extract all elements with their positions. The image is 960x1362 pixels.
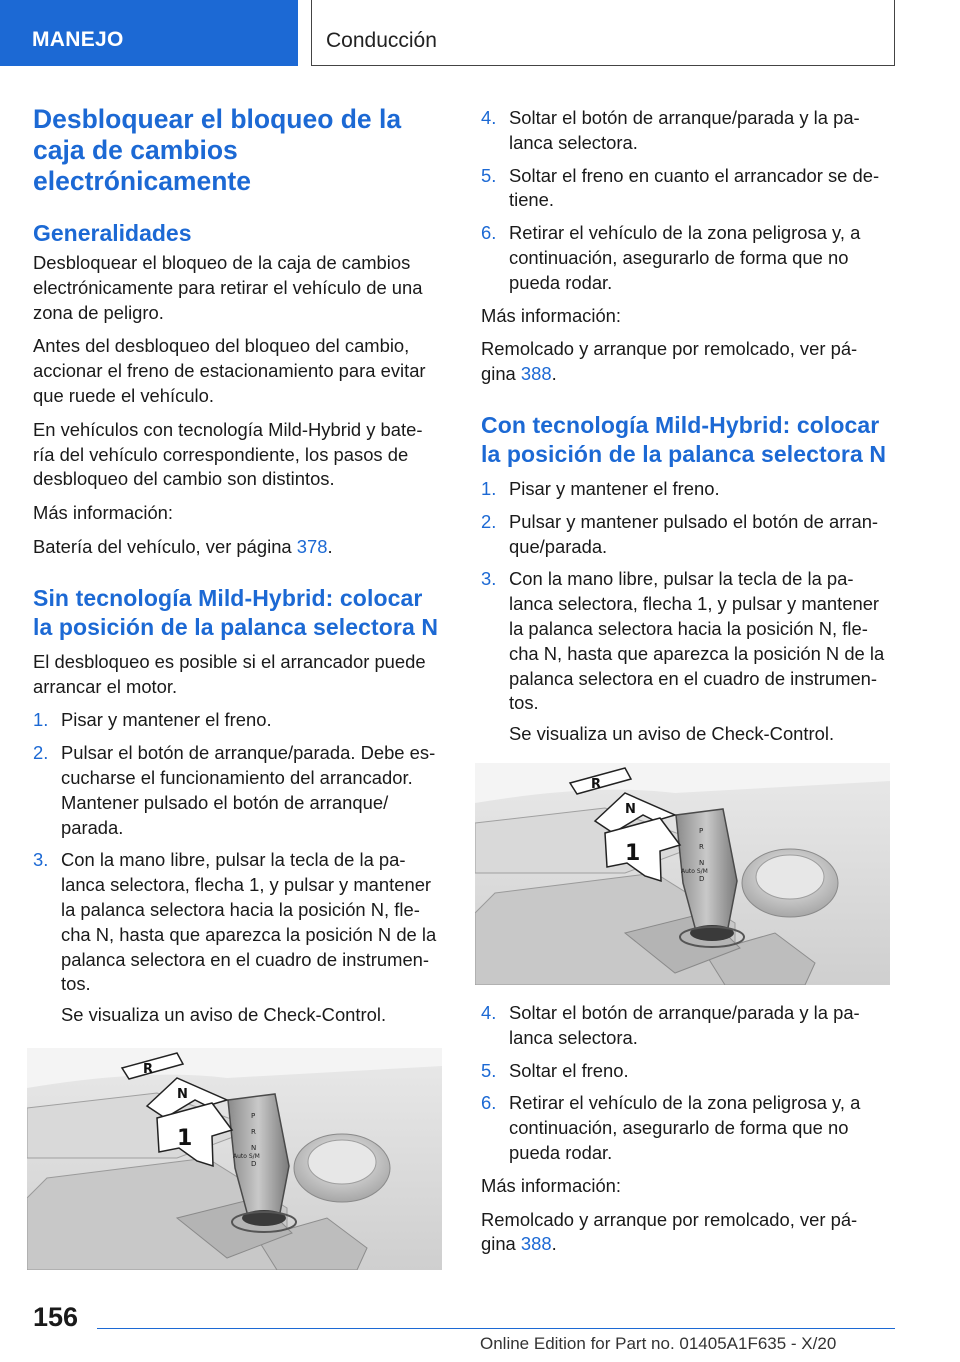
check-control-note: Se visualiza un aviso de Check-Control.	[61, 1004, 387, 1026]
more-info-label: Más información:	[481, 1174, 622, 1196]
page-title: Desbloquear el bloqueo de la caja de cambios electrónicamente	[33, 104, 402, 196]
battery-page-link[interactable]: 378	[296, 535, 328, 557]
page-number: 156	[33, 1302, 79, 1332]
battery-reference-text: Batería del vehículo, ver página	[33, 535, 297, 557]
step-number: 4.	[481, 1001, 497, 1023]
step-text: Pulsar y mantener pulsado el botón de arran- que/parada.	[509, 510, 879, 557]
gear-auto-label: Auto S/M	[233, 1152, 260, 1160]
towing-reference-end: .	[551, 1233, 557, 1255]
arrow-r-label: R	[143, 1061, 154, 1077]
with-mild-hybrid-heading: Con tecnología Mild-Hybrid: colocar la posición de la palanca selectora N	[481, 411, 887, 467]
gear-r-label: R	[251, 1127, 256, 1136]
gear-selector-illustration	[27, 1048, 442, 1270]
towing-reference	[481, 337, 893, 387]
chapter-tab	[311, 0, 895, 66]
gear-selector-illustration	[475, 763, 890, 985]
arrow-n-label: N	[177, 1086, 188, 1102]
gear-n-label: N	[699, 858, 705, 867]
gear-p-label: P	[699, 826, 704, 835]
arrow-1-label: 1	[177, 1125, 193, 1151]
towing-page-link[interactable]: 388	[520, 1233, 552, 1255]
step-text: Pulsar el botón de arranque/parada. Debe es- cucharse el funcionamiento del arrancador. Mantener pulsado el botón de arranque/ parada.	[61, 742, 436, 838]
step-number: 1.	[481, 477, 497, 499]
towing-reference	[481, 1208, 893, 1258]
step-text: Con la mano libre, pulsar la tecla de la pa- lanca selectora, flecha 1, y pulsar y mantener la palanca selectora hacia la posición N, fle- cha N, hasta que aparezca la posición N de la palanca selectora en el cuadro de instrumen- tos.	[61, 849, 437, 995]
gear-d-label: D	[699, 874, 705, 883]
gear-auto-label: Auto S/M	[681, 867, 708, 875]
battery-reference-end: .	[327, 535, 333, 557]
list-item	[481, 567, 893, 716]
list-item	[481, 1091, 893, 1165]
arrow-1-label: 1	[625, 840, 641, 866]
more-info-label: Más información:	[33, 502, 174, 524]
list-item	[33, 848, 445, 997]
footer-divider	[97, 1328, 895, 1329]
arrow-n-label: N	[625, 801, 636, 817]
right-column	[481, 100, 893, 1266]
gear-d-label: D	[251, 1159, 257, 1168]
step-number: 5.	[481, 164, 497, 186]
step-text: Soltar el botón de arranque/parada y la pa- lanca selectora.	[509, 107, 860, 153]
with-steps-continued	[481, 1001, 893, 1166]
general-paragraph-3: En vehículos con tecnología Mild-Hybrid y bate- ría del vehículo correspondiente, los pasos de desbloqueo del cambio son distintos.	[33, 418, 423, 490]
general-paragraph-1: Desbloquear el bloqueo de la caja de cambios electrónicamente para retirar el vehículo de una zona de peligro.	[33, 252, 423, 323]
left-column	[33, 100, 445, 1270]
step-text: Soltar el freno en cuanto el arrancador se de- tiene.	[509, 164, 880, 211]
step-number: 2.	[33, 742, 49, 764]
gear-p-label: P	[251, 1111, 256, 1120]
step-text: Pisar y mantener el freno.	[509, 477, 720, 499]
list-item	[481, 1001, 893, 1051]
step-number: 6.	[481, 1092, 497, 1114]
step-text: Soltar el freno.	[509, 1059, 629, 1081]
list-item	[33, 708, 445, 733]
towing-reference-end: .	[551, 363, 557, 385]
towing-page-link[interactable]: 388	[520, 363, 552, 385]
step-text: Retirar el vehículo de la zona peligrosa y, a continuación, asegurarlo de forma que no pueda rodar.	[509, 1092, 861, 1163]
with-steps-list	[481, 477, 893, 716]
step-number: 2.	[481, 510, 497, 532]
gear-selector-drawing	[27, 1048, 442, 1270]
arrow-r-label: R	[591, 776, 602, 792]
step-number: 4.	[481, 107, 497, 128]
step-text: Retirar el vehículo de la zona peligrosa y, a continuación, asegurarlo de forma que no pueda rodar.	[509, 222, 861, 293]
list-item	[481, 106, 893, 156]
step-text: Con la mano libre, pulsar la tecla de la pa- lanca selectora, flecha 1, y pulsar y mantener la palanca selectora hacia la posición N, fle- cha N, hasta que aparezca la posición N de la palanca selectora en el cuadro de instrumen- tos.	[509, 568, 885, 714]
step-text: Soltar el botón de arranque/parada y la pa- lanca selectora.	[509, 1001, 860, 1048]
step-number: 3.	[481, 568, 497, 590]
battery-reference	[33, 535, 445, 560]
list-item	[481, 510, 893, 560]
without-steps-continued	[481, 106, 893, 296]
general-heading: Generalidades	[33, 220, 192, 246]
list-item	[481, 1059, 893, 1084]
chapter-label: Conducción	[326, 29, 437, 52]
without-steps-list	[33, 708, 445, 997]
list-item	[481, 477, 893, 502]
without-mild-hybrid-heading: Sin tecnología Mild-Hybrid: colocar la posición de la palanca selectora N	[33, 584, 439, 640]
step-number: 3.	[33, 849, 49, 871]
list-item	[481, 221, 893, 295]
more-info-label: Más información:	[481, 304, 622, 326]
list-item	[33, 741, 445, 840]
step-text: Pisar y mantener el freno.	[61, 709, 272, 731]
section-label: MANEJO	[32, 28, 124, 51]
step-number: 6.	[481, 222, 497, 244]
towing-reference-text: Remolcado y arranque por remolcado, ver pá- gina	[481, 338, 858, 385]
list-item	[481, 164, 893, 214]
gear-r-label: R	[699, 842, 704, 851]
without-intro: El desbloqueo es posible si el arrancador puede arrancar el motor.	[33, 650, 426, 697]
towing-reference-text: Remolcado y arranque por remolcado, ver pá- gina	[481, 1208, 858, 1255]
section-tab	[0, 0, 298, 66]
step-number: 1.	[33, 709, 49, 731]
gear-selector-drawing	[475, 763, 890, 985]
step-number: 5.	[481, 1059, 497, 1081]
gear-n-label: N	[251, 1143, 257, 1152]
check-control-note: Se visualiza un aviso de Check-Control.	[509, 723, 835, 745]
general-paragraph-2: Antes del desbloqueo del bloqueo del cambio, accionar el freno de estacionamiento para evitar que ruede el vehículo.	[33, 335, 426, 406]
edition-note: Online Edition for Part no. 01405A1F635 - X/20	[480, 1334, 837, 1353]
